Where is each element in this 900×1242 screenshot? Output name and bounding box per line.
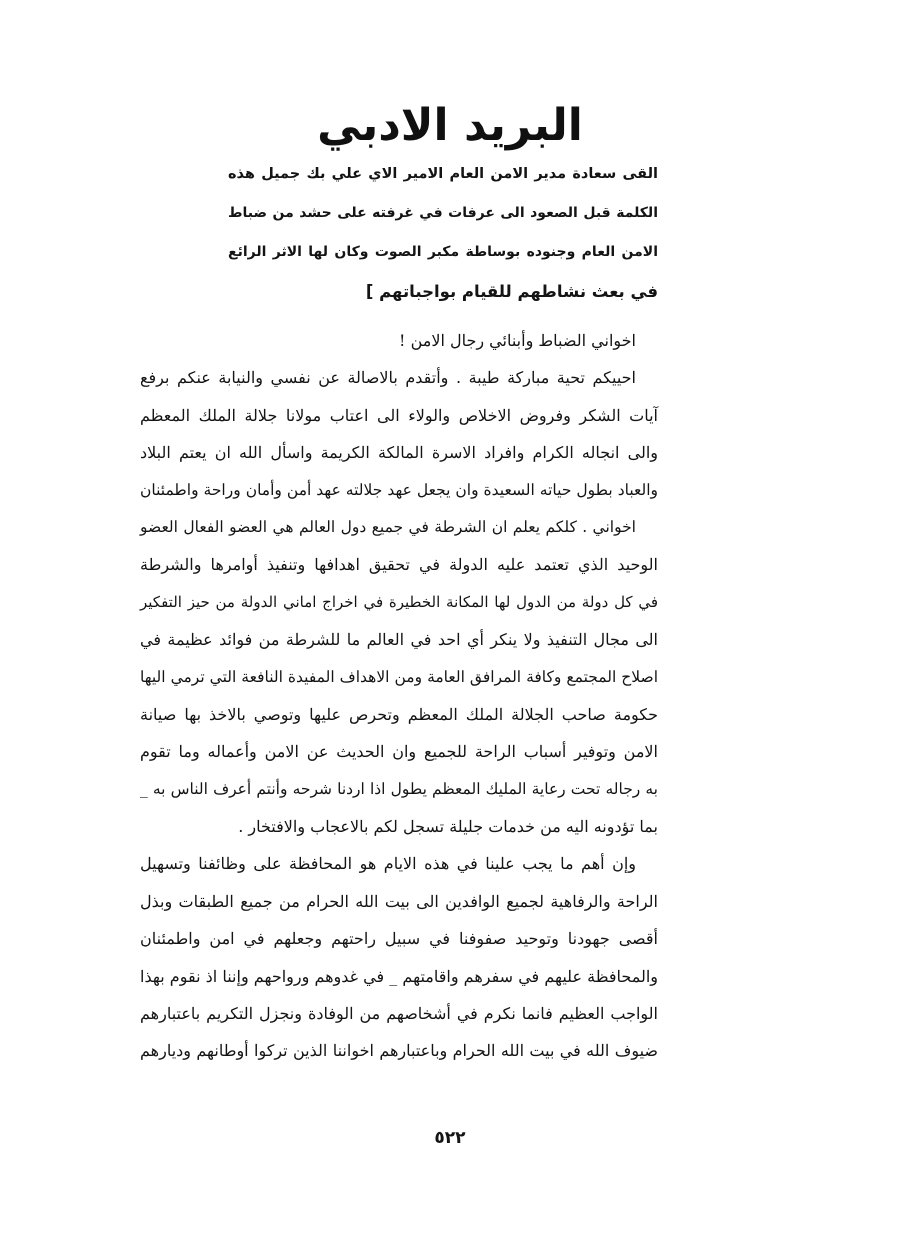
body-line: والمحافظة عليهم في سفرهم واقامتهم _ في غدوهم ورواحهم وإننا اذ نقوم بهذا bbox=[140, 966, 658, 986]
body-line: الامن وتوفير أسباب الراحة للجميع وان الحديث عن الامن وأعماله وما تقوم bbox=[140, 742, 658, 762]
body-line: آيات الشكر وفروض الاخلاص والولاء الى اعتاب مولانا جلالة الملك المعظم bbox=[140, 405, 658, 425]
body-line: به رجاله تحت رعاية المليك المعظم يطول اذا اردنا شرحه وأنتم أعرف الناس به _ bbox=[140, 779, 658, 798]
intro-line: الكلمة قبل الصعود الى عرفات في غرفته على حشد من ضباط bbox=[228, 205, 658, 221]
intro-paragraph bbox=[228, 155, 658, 311]
page-title: البريد الادبي bbox=[317, 100, 583, 151]
body-line: والعباد بطول حياته السعيدة وان يجعل عهد جلالته عهد أمن وأمان وراحة واطمئنان bbox=[140, 480, 658, 499]
body-line: في كل دولة من الدول لها المكانة الخطيرة في اخراج اماني الدولة من حيز التفكير bbox=[140, 592, 658, 611]
body-line: بما تؤدونه اليه من خدمات جليلة تسجل لكم بالاعجاب والافتخار . bbox=[238, 817, 658, 837]
body-line: الوحيد الذي تعتمد عليه الدولة في تحقيق اهدافها وتنفيذ أوامرها والشرطة bbox=[140, 555, 658, 575]
article-body bbox=[140, 322, 658, 1070]
body-line: الراحة والرفاهية لجميع الوافدين الى بيت الله الحرام من جميع الطبقات وبذل bbox=[140, 891, 658, 911]
body-line: احييكم تحية مباركة طيبة . وأتقدم بالاصالة عن نفسي والنيابة عنكم برفع bbox=[140, 368, 636, 388]
intro-line: الامن العام وجنوده بوساطة مكبر الصوت وكان لها الاثر الرائع bbox=[228, 244, 658, 260]
body-line: اخواني . كلكم يعلم ان الشرطة في جميع دول العالم هي العضو الفعال العضو bbox=[140, 517, 636, 536]
body-line: وإن أهم ما يجب علينا في هذه الايام هو المحافظة على وظائفنا وتسهيل bbox=[140, 854, 636, 874]
body-line: الواجب العظيم فانما نكرم في أشخاصهم من الوفادة ونجزل التكريم باعتبارهم bbox=[140, 1004, 658, 1024]
intro-line: القى سعادة مدير الامن العام الامير الاي علي بك جميل هذه bbox=[228, 166, 658, 182]
body-line: اصلاح المجتمع وكافة المرافق العامة ومن الاهداف المفيدة النافعة التي ترمي اليها bbox=[140, 667, 658, 686]
body-line: ضيوف الله في بيت الله الحرام وباعتبارهم اخواننا الذين تركوا أوطانهم وديارهم bbox=[140, 1041, 658, 1061]
body-line: الى مجال التنفيذ ولا ينكر أي احد في العالم ما للشرطة من فوائد عظيمة في bbox=[140, 630, 658, 650]
body-line: أقصى جهودنا وتوحيد صفوفنا في سبيل راحتهم وجعلهم في امن واطمئنان bbox=[140, 929, 659, 949]
intro-line: في بعث نشاطهم للقيام بواجباتهم ] bbox=[365, 282, 658, 301]
body-line: حكومة صاحب الجلالة الملك المعظم وتحرص عليها وتوصي بالاخذ بها صيانة bbox=[140, 704, 658, 724]
body-line: والى انجاله الكرام وافراد الاسرة المالكة الكريمة واسأل الله ان يعتم البلاد bbox=[140, 443, 658, 463]
salutation-line: اخواني الضباط وأبنائي رجال الامن ! bbox=[399, 331, 636, 350]
page-number: ٥٢٢ bbox=[434, 1128, 466, 1148]
